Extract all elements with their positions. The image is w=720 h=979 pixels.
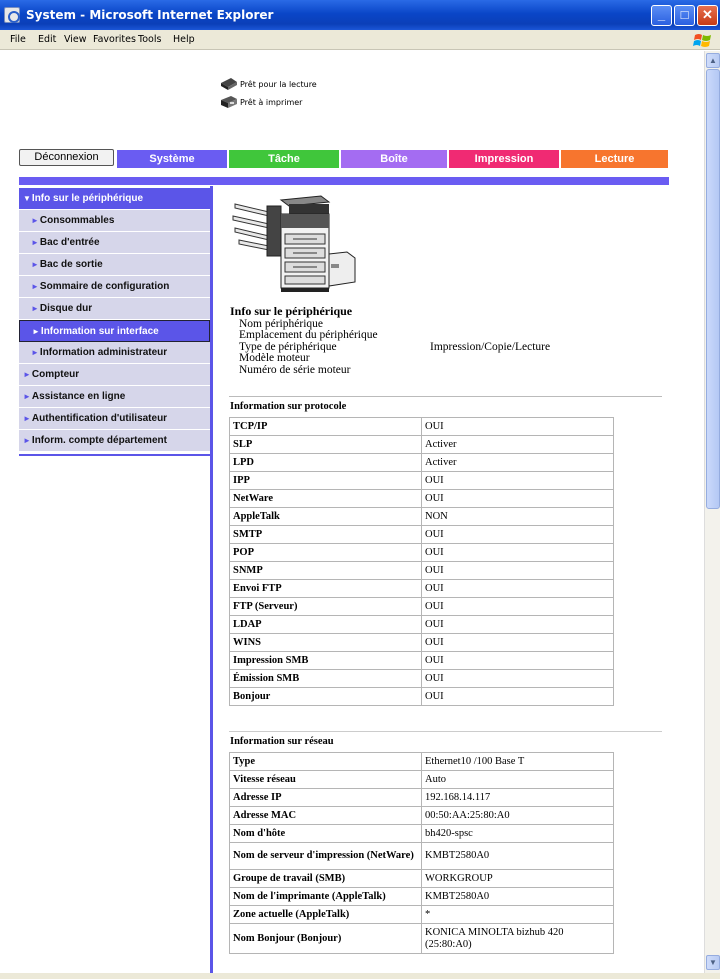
row-label: LDAP [230, 616, 422, 634]
row-value: Auto [422, 771, 614, 789]
sidebar-item[interactable] [19, 320, 210, 342]
status-bar [0, 973, 720, 979]
table-row [230, 870, 614, 888]
row-label: FTP (Serveur) [230, 598, 422, 616]
sidebar-item-label: Authentification d'utilisateur [31, 413, 168, 424]
sidebar-item[interactable] [19, 210, 210, 232]
sidebar-item-label: Assistance en ligne [31, 391, 126, 402]
row-value: KMBT2580A0 [422, 843, 614, 870]
device-type-value: Impression/Copie/Lecture [430, 340, 551, 353]
row-value: KONICA MINOLTA bizhub 420 (25:80:A0) [422, 924, 614, 954]
collapse-arrow-icon: ► [31, 238, 39, 247]
device-info-title: Info sur le périphérique [230, 304, 353, 318]
menu-tools[interactable]: Tools [138, 34, 162, 45]
row-value: WORKGROUP [422, 870, 614, 888]
collapse-arrow-icon: ► [32, 327, 40, 336]
table-row [230, 544, 614, 562]
scroll-up-arrow-icon[interactable]: ▲ [706, 53, 720, 68]
row-value: Ethernet10 /100 Base T [422, 753, 614, 771]
network-table [229, 752, 614, 954]
device-location-label: Emplacement du périphérique [239, 329, 378, 342]
row-value: OUI [422, 670, 614, 688]
row-label: POP [230, 544, 422, 562]
sidebar-item-label: Disque dur [39, 303, 93, 314]
device-info [230, 306, 660, 377]
printer-icon [220, 95, 238, 109]
sidebar-item-label: Info sur le périphérique [31, 193, 144, 204]
tab-system[interactable]: Système [117, 150, 227, 168]
engine-model-label: Modèle moteur [239, 352, 310, 365]
sidebar-menu [19, 188, 210, 456]
collapse-arrow-icon: ► [23, 370, 31, 379]
row-label: SLP [230, 436, 422, 454]
table-row [230, 616, 614, 634]
row-label: WINS [230, 634, 422, 652]
row-value: NON [422, 508, 614, 526]
row-value: * [422, 906, 614, 924]
row-value: OUI [422, 634, 614, 652]
sidebar-item-label: Sommaire de configuration [39, 281, 170, 292]
table-row [230, 418, 614, 436]
scanner-icon [220, 77, 238, 91]
sidebar-item-label: Compteur [31, 369, 80, 380]
collapse-arrow-icon: ► [31, 282, 39, 291]
sidebar-item-label: Bac de sortie [39, 259, 103, 270]
row-value: OUI [422, 580, 614, 598]
logout-button[interactable]: Déconnexion [19, 149, 114, 166]
tab-box[interactable]: Boîte [341, 150, 447, 168]
row-value: OUI [422, 598, 614, 616]
table-row [230, 789, 614, 807]
row-label: Type [230, 753, 422, 771]
row-value: 00:50:AA:25:80:A0 [422, 807, 614, 825]
windows-logo-icon [692, 32, 714, 48]
row-label: LPD [230, 454, 422, 472]
row-value: OUI [422, 652, 614, 670]
menu-help[interactable]: Help [173, 34, 195, 45]
menu-file[interactable]: File [10, 34, 26, 45]
sidebar-item-label: Inform. compte département [31, 435, 167, 446]
sidebar-item[interactable] [19, 408, 210, 430]
scroll-down-arrow-icon[interactable]: ▼ [706, 955, 720, 970]
table-row [230, 670, 614, 688]
row-label: Nom Bonjour (Bonjour) [230, 924, 422, 954]
row-value: KMBT2580A0 [422, 888, 614, 906]
sidebar-item-label: Information administrateur [39, 347, 168, 358]
menu-bar [0, 30, 720, 50]
sidebar-divider [210, 186, 213, 976]
menu-edit[interactable]: Edit [38, 34, 57, 45]
sidebar-bottom-line [19, 454, 210, 456]
row-label: Bonjour [230, 688, 422, 706]
table-row [230, 652, 614, 670]
device-name-label: Nom périphérique [239, 317, 323, 330]
protocol-table [229, 417, 614, 706]
scan-status-text: Prêt pour la lecture [240, 80, 317, 89]
collapse-arrow-icon: ► [31, 260, 39, 269]
collapse-arrow-icon: ► [23, 414, 31, 423]
row-value: 192.168.14.117 [422, 789, 614, 807]
row-value: OUI [422, 562, 614, 580]
table-row [230, 825, 614, 843]
table-row [230, 753, 614, 771]
sidebar-item[interactable] [19, 364, 210, 386]
table-row [230, 924, 614, 954]
device-image [229, 192, 359, 296]
table-row [230, 490, 614, 508]
row-value: OUI [422, 688, 614, 706]
collapse-arrow-icon: ► [31, 348, 39, 357]
sidebar-item[interactable] [19, 298, 210, 320]
sidebar-item[interactable] [19, 342, 210, 364]
collapse-arrow-icon: ► [31, 304, 39, 313]
expand-arrow-icon: ▼ [23, 194, 31, 203]
row-label: Groupe de travail (SMB) [230, 870, 422, 888]
collapse-arrow-icon: ► [23, 436, 31, 445]
row-label: SMTP [230, 526, 422, 544]
row-label: TCP/IP [230, 418, 422, 436]
sidebar-item[interactable] [19, 430, 210, 452]
collapse-arrow-icon: ► [31, 216, 39, 225]
ie-icon [4, 7, 20, 23]
sidebar-item[interactable] [19, 386, 210, 408]
table-row [230, 888, 614, 906]
row-label: Impression SMB [230, 652, 422, 670]
row-value: bh420-spsc [422, 825, 614, 843]
title-bar [0, 0, 720, 30]
row-label: Nom d'hôte [230, 825, 422, 843]
table-row [230, 688, 614, 706]
table-row [230, 436, 614, 454]
sidebar-item-label: Consommables [39, 215, 115, 226]
device-type-label: Type de périphérique [239, 340, 337, 353]
table-row [230, 771, 614, 789]
row-value: OUI [422, 418, 614, 436]
sidebar-item[interactable] [19, 276, 210, 298]
row-value: OUI [422, 472, 614, 490]
table-row [230, 562, 614, 580]
print-status-text: Prêt à imprimer [240, 98, 303, 107]
table-row [230, 598, 614, 616]
protocol-section-title: Information sur protocole [229, 396, 662, 412]
close-button[interactable]: ✕ [697, 5, 718, 26]
menu-favorites[interactable]: Favorites [93, 34, 136, 45]
tab-job[interactable]: Tâche [229, 150, 339, 168]
row-label: Adresse MAC [230, 807, 422, 825]
tab-print[interactable]: Impression [449, 150, 559, 168]
row-value: OUI [422, 490, 614, 508]
row-label: Vitesse réseau [230, 771, 422, 789]
table-row [230, 634, 614, 652]
engine-serial-label: Numéro de série moteur [239, 363, 351, 376]
table-row [230, 807, 614, 825]
collapse-arrow-icon: ► [23, 392, 31, 401]
table-row [230, 843, 614, 870]
table-row [230, 906, 614, 924]
row-label: AppleTalk [230, 508, 422, 526]
tab-underline-bar [19, 177, 669, 185]
row-value: OUI [422, 526, 614, 544]
table-row [230, 454, 614, 472]
row-label: Adresse IP [230, 789, 422, 807]
menu-view[interactable]: View [64, 34, 87, 45]
row-value: OUI [422, 616, 614, 634]
sidebar-item[interactable] [19, 254, 210, 276]
minimize-button[interactable]: _ [651, 5, 672, 26]
row-label: NetWare [230, 490, 422, 508]
table-row [230, 580, 614, 598]
row-label: Nom de l'imprimante (AppleTalk) [230, 888, 422, 906]
sidebar-item-label: Bac d'entrée [39, 237, 100, 248]
sidebar-item[interactable] [19, 188, 210, 210]
table-row [230, 472, 614, 490]
table-row [230, 508, 614, 526]
row-label: Émission SMB [230, 670, 422, 688]
sidebar-item[interactable] [19, 232, 210, 254]
window-title: System - Microsoft Internet Explorer [26, 8, 274, 22]
maximize-button[interactable]: □ [674, 5, 695, 26]
row-label: Envoi FTP [230, 580, 422, 598]
tab-scan[interactable]: Lecture [561, 150, 668, 168]
row-label: Nom de serveur d'impression (NetWare) [230, 843, 422, 870]
row-label: SNMP [230, 562, 422, 580]
network-section-title: Information sur réseau [229, 731, 662, 747]
table-row [230, 526, 614, 544]
row-value: Activer [422, 454, 614, 472]
row-label: IPP [230, 472, 422, 490]
scroll-thumb[interactable] [706, 69, 720, 509]
row-label: Zone actuelle (AppleTalk) [230, 906, 422, 924]
row-value: OUI [422, 544, 614, 562]
vertical-scrollbar[interactable] [704, 51, 720, 973]
row-value: Activer [422, 436, 614, 454]
sidebar-item-label: Information sur interface [40, 326, 159, 337]
